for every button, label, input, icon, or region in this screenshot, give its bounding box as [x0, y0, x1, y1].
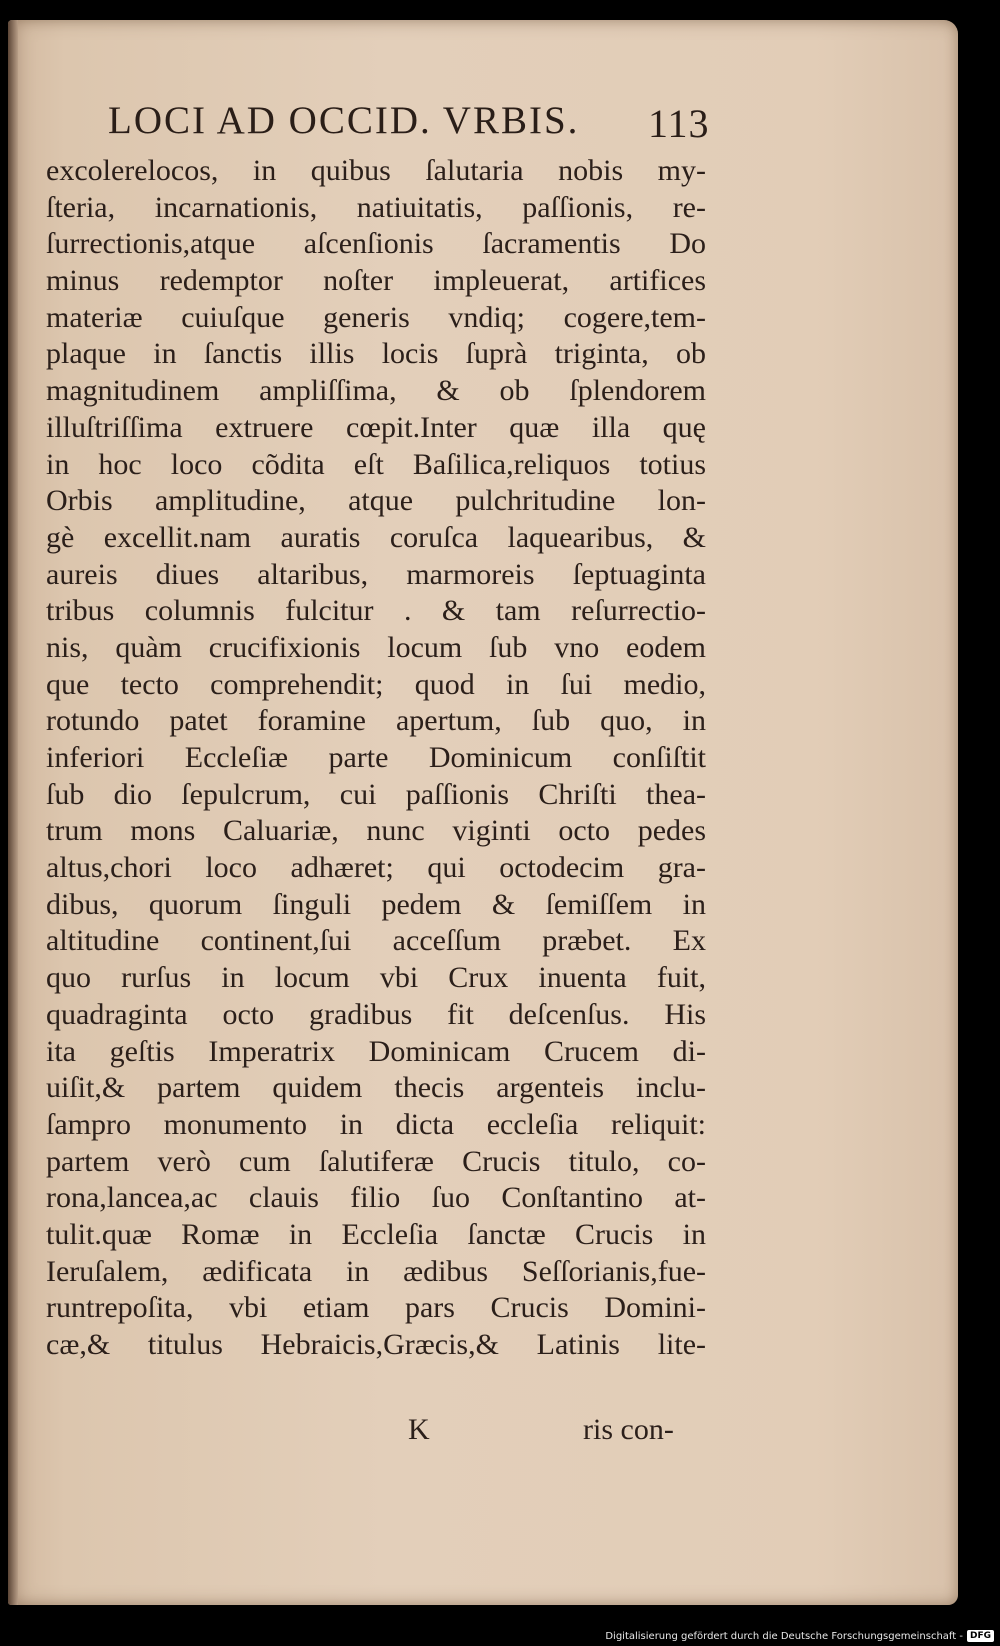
text-line: partem verò cum ſalutiferæ Crucis titulo, co-: [46, 1144, 706, 1178]
text-line: tulit.quæ Romæ in Eccleſia ſanctæ Crucis in: [46, 1217, 706, 1251]
text-line: excolerelocos, in quibus ſalutaria nobis my-: [46, 154, 706, 187]
text-line: dibus, quorum ſinguli pedem & ſemiſſem in: [46, 887, 706, 921]
catchword: ris con-: [583, 1413, 674, 1446]
text-line: trum mons Caluariæ, nunc viginti octo pedes: [46, 814, 706, 848]
book-page: [8, 20, 958, 1605]
text-line: cæ,& titulus Hebraicis,Græcis,& Latinis lite-: [46, 1328, 706, 1361]
page-number: 113: [648, 101, 710, 146]
text-line: altitudine continent,ſui acceſſum præbet. Ex: [46, 924, 706, 958]
text-line: ſurrectionis,atque aſcenſionis ſacramentis Do: [46, 227, 706, 261]
text-line: altus,chori loco adhæret; qui octodecim gra-: [46, 851, 706, 885]
dfg-logo: DFG: [967, 1630, 994, 1642]
text-line: rona,lancea,ac clauis filio ſuo Conſtantino at-: [46, 1181, 706, 1215]
text-line: in hoc loco cõdita eſt Baſilica,reliquos totius: [46, 447, 706, 481]
text-line: nis, quàm crucifixionis locum ſub vno eodem: [46, 630, 706, 664]
text-line: Ieruſalem, ædificata in ædibus Seſſorianis,fue-: [46, 1254, 706, 1288]
running-head: LOCI AD OCCID. VRBIS.: [108, 99, 580, 142]
text-line: plaque in ſanctis illis locis ſuprà triginta, ob: [46, 337, 706, 371]
text-line: quadraginta octo gradibus fit deſcenſus. His: [46, 997, 706, 1031]
text-line: minus redemptor noſter impleuerat, artifices: [46, 264, 706, 298]
signature-mark: K: [408, 1413, 430, 1446]
text-line: que tecto comprehendit; quod in ſui medio,: [46, 667, 706, 701]
text-line: materiæ cuiuſque generis vndiq; cogere,tem-: [46, 300, 706, 334]
footer: [605, 1628, 994, 1644]
text-line: quo rurſus in locum vbi Crux inuenta fuit,: [46, 961, 706, 995]
text-line: ſteria, incarnationis, natiuitatis, paſſionis, re-: [46, 190, 706, 224]
page-gutter: [8, 20, 18, 1605]
text-line: inferiori Eccleſiæ parte Dominicum conſiſtit: [46, 741, 706, 774]
text-line: illuſtriſſima extruere cœpit.Inter quæ illa quę: [46, 410, 706, 444]
text-line: tribus columnis fulcitur . & tam reſurrectio-: [46, 594, 706, 628]
footer-credit: Digitalisierung gefördert durch die Deutsche Forschungsgemeinschaft -: [605, 1630, 963, 1642]
text-line: ſub dio ſepulcrum, cui paſſionis Chriſti thea-: [46, 777, 706, 811]
text-line: uiſit,& partem quidem thecis argenteis inclu-: [46, 1071, 706, 1105]
text-line: ita geſtis Imperatrix Dominicam Crucem di-: [46, 1034, 706, 1068]
text-line: aureis diues altaribus, marmoreis ſeptuaginta: [46, 557, 706, 591]
text-line: runtrepoſita, vbi etiam pars Crucis Domini-: [46, 1291, 706, 1325]
text-line: ſampro monumento in dicta eccleſia reliquit:: [46, 1107, 706, 1141]
text-line: gè excellit.nam auratis coruſca laquearibus, &: [46, 520, 706, 554]
body-text: [46, 153, 706, 1364]
text-line: magnitudinem ampliſſima, & ob ſplendorem: [46, 374, 706, 408]
text-line: rotundo patet foramine apertum, ſub quo, in: [46, 704, 706, 738]
text-line: Orbis amplitudine, atque pulchritudine lon-: [46, 484, 706, 518]
